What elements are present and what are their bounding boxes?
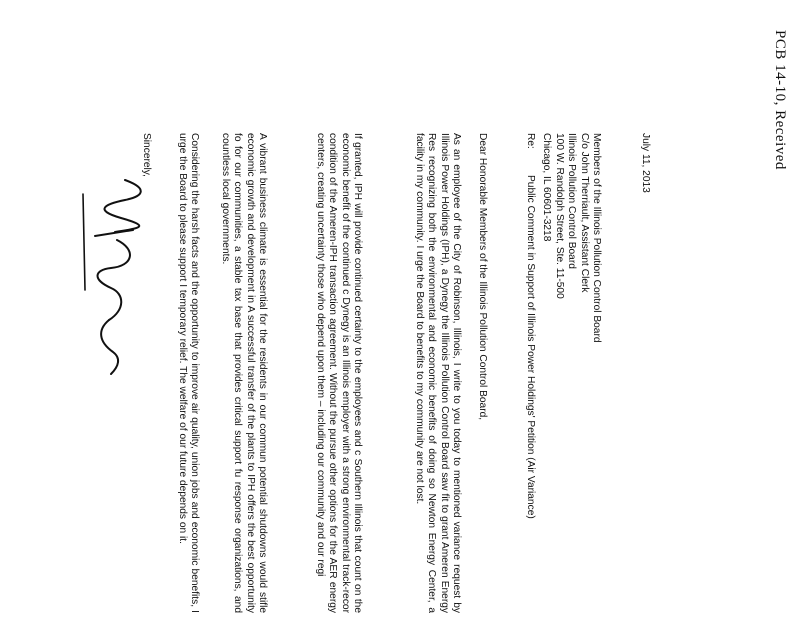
subject-line: Public Comment in Support of Illinois Power Holdings' Petition (Air Variance) — [525, 175, 536, 519]
handwritten-signature — [55, 170, 155, 390]
re-label: Re: — [525, 133, 536, 149]
letter-date: July 11, 2013 — [640, 133, 651, 193]
address-line: C/o John Therriault, Assistant Clerk — [578, 133, 590, 293]
address-line: Members of the Illinois Pollution Control Board — [591, 133, 602, 343]
closing: Sincerely, — [141, 133, 152, 177]
body-paragraph: As an employee of the City of Robinson, Illinois, I write to you today to mentioned variance request by Illinois Power Holdings (IPH), a Dynegy the Illinois Pollution Control Board saw fit to grant Ameren Energy Res recognizing both the environmental and economic benefits of doing so Newton Energy Center, a facility in my community. I urge the Board to benefits to my community are not lost. — [413, 133, 462, 613]
salutation: Dear Honorable Members of the Illinois Pollution Control Board, — [477, 133, 488, 421]
body-paragraph: A vibrant business climate is essential for the residents in our commun potential shutdowns would stifle economic growth and development in A successful transfer of the plants to IPH offers the best opportunity fo for our communities, a stable tax base that provides critical support fu response organizations, and countless local governments. — [219, 133, 268, 613]
body-paragraph: If granted, IPH will provide continued certainty to the employees and c Southern Illinois that count on the economic benefit of the continued c Dynegy is an Illinois employer with a strong environmental track-recor condition of the Ameren-IPH transaction agreement. Without the pursue other options for the AER energy centers, creating uncertainty those who depend upon them – including our community and our regi — [314, 133, 363, 613]
address-line: Illinois Pollution Control Board — [566, 133, 578, 269]
address-line: 100 W. Randolph Street, Ste. 11-500 — [553, 133, 565, 299]
body-paragraph: Considering the harsh facts and the opportunity to improve air quality, union jobs and economic benefits, I urge the Board to please support I temporary relief. The welfare of our future depends on it. — [176, 133, 200, 613]
address-line: Chicago, IL 60601-3218 — [541, 133, 553, 242]
received-stamp-header: PCB 14-10, Received — [772, 30, 788, 170]
recipient-address — [540, 133, 602, 343]
